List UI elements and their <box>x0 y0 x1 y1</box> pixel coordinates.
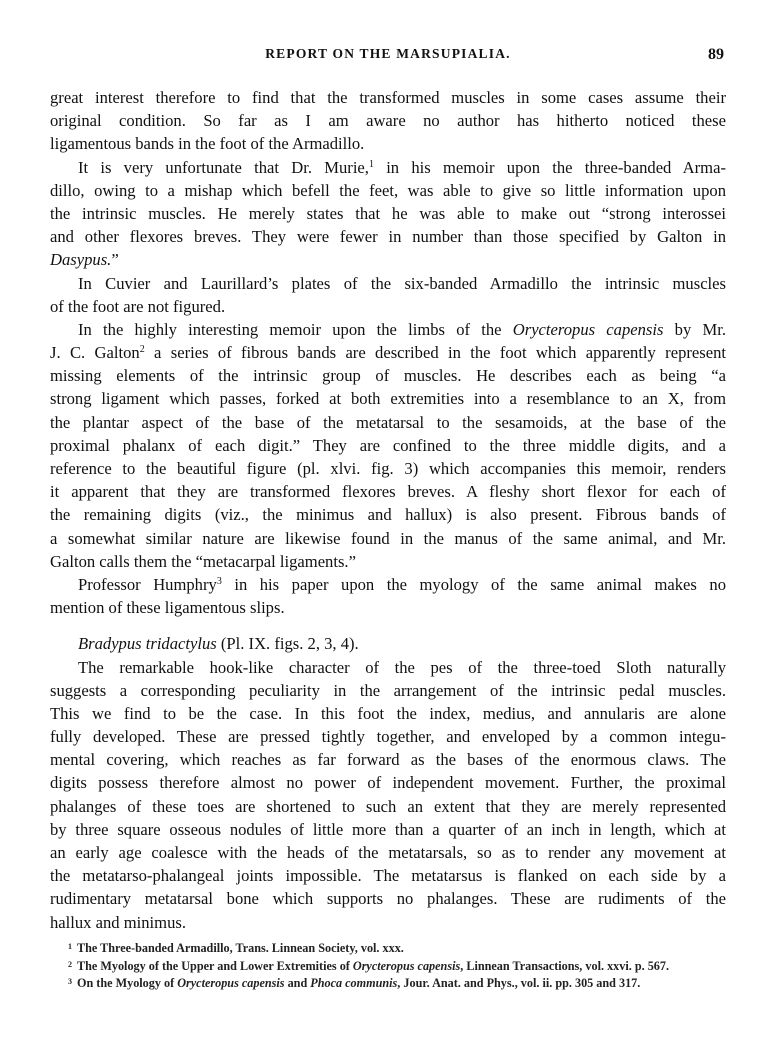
italic-text: Orycteropus capensis <box>512 319 664 339</box>
text-span: the intrinsic muscles. He merely states that he was able to make out “strong interossei <box>50 203 726 223</box>
footnote <box>68 940 728 958</box>
text-line <box>50 725 726 748</box>
footnote-marker: 1 <box>368 158 374 170</box>
footnote-marker: 3 <box>68 977 72 986</box>
text-line <box>50 295 726 318</box>
italic-text: Orycteropus capensis <box>177 976 285 990</box>
text-line <box>50 272 726 295</box>
text-span: the remaining digits (viz., the minimus and hallux) is also present. Fibrous bands of <box>50 505 726 525</box>
text-span: J. C. Galton <box>50 343 140 363</box>
text-span: Professor Humphry <box>78 574 217 594</box>
text-span: mention of these ligamentous slips. <box>50 598 285 618</box>
text-line <box>50 248 726 271</box>
text-line <box>50 818 726 841</box>
text-span: digits possess therefore almost no power of independent movement. Further, the proximal <box>50 773 726 793</box>
text-line <box>50 411 726 434</box>
text-line <box>50 795 726 818</box>
text-line <box>50 748 726 771</box>
text-span: by Mr. <box>663 319 726 339</box>
text-span: The Three-banded Armadillo, Trans. Linnean Society, vol. xxx. <box>77 941 404 955</box>
text-line <box>50 179 726 202</box>
text-line <box>50 341 726 364</box>
text-span: it apparent that they are transformed flexores breves. A fleshy short flexor for each of <box>50 482 726 502</box>
footnote-marker: 2 <box>68 959 72 969</box>
text-span: reference to the beautiful figure (pl. xlvi. fig. 3) which accompanies this memoir, renders <box>50 459 726 478</box>
text-line <box>50 702 726 725</box>
italic-text: Bradypus tridactylus <box>78 634 217 654</box>
text-span: of the foot are not figured. <box>50 296 226 316</box>
text-span: Galton calls them the “metacarpal ligaments.” <box>50 551 356 571</box>
text-span: a somewhat similar nature are likewise found in the manus of the same animal, and Mr. <box>50 528 726 548</box>
text-line <box>50 156 726 179</box>
text-span: In Cuvier and Laurillard’s plates of the six-banded Armadillo the intrinsic muscles <box>78 273 726 293</box>
footnote-marker: 1 <box>68 942 72 951</box>
page-number: 89 <box>708 46 724 63</box>
text-line <box>50 771 726 794</box>
text-span: and <box>284 976 311 990</box>
text-line <box>50 387 726 410</box>
text-span: phalanges of these toes are shortened to such an extent that they are merely represented <box>50 796 726 816</box>
text-line <box>50 86 726 109</box>
text-line <box>50 225 726 248</box>
text-span: the metatarso-phalangeal joints impossible. The metatarsus is flanked on each side by a <box>50 866 726 886</box>
text-span: great interest therefore to find that the transformed muscles in some cases assume their <box>50 88 726 107</box>
running-header <box>50 46 726 66</box>
text-span: in his paper upon the myology of the same animal makes no <box>221 574 726 594</box>
text-span: ” <box>111 250 119 270</box>
footnote <box>68 975 728 993</box>
text-line <box>50 596 726 619</box>
text-line <box>50 480 726 503</box>
text-span: an early age coalesce with the heads of the metatarsals, so as to render any movement at <box>50 843 726 862</box>
footnote-marker: 3 <box>216 575 222 587</box>
text-span: (Pl. IX. figs. 2, 3, 4). <box>216 634 359 654</box>
text-span: original condition. So far as I am aware no author has hitherto noticed these <box>50 111 726 131</box>
text-span: suggests a corresponding peculiarity in the arrangement of the intrinsic pedal muscles. <box>50 680 726 700</box>
text-line <box>50 887 726 910</box>
footnote-marker: 2 <box>139 344 145 356</box>
text-span: the plantar aspect of the base of the metatarsal to the sesamoids, at the base of the <box>50 412 726 432</box>
italic-text: Dasypus. <box>50 250 112 270</box>
text-span: fully developed. These are pressed tightly together, and enveloped by a common integu- <box>50 727 726 747</box>
text-span: On the Myology of <box>77 976 178 990</box>
text-line <box>50 573 726 596</box>
text-line <box>50 527 726 550</box>
text-span: proximal phalanx of each digit.” They are confined to the three middle digits, and a <box>50 435 726 455</box>
italic-text: Orycteropus capensis <box>352 958 461 973</box>
text-line <box>50 911 726 934</box>
text-line <box>50 656 726 679</box>
text-span: ligamentous bands in the foot of the Armadillo. <box>50 134 365 154</box>
text-span: It is very unfortunate that Dr. Murie, <box>78 157 369 177</box>
text-line <box>50 457 726 480</box>
text-span: , Linnean Transactions, vol. xxvi. p. 567. <box>460 958 670 973</box>
text-span: In the highly interesting memoir upon the limbs of the <box>78 319 513 339</box>
text-line <box>50 318 726 341</box>
text-span: This we find to be the case. In this foot the index, medius, and annularis are alone <box>50 703 726 723</box>
text-span: mental covering, which reaches as far forward as the bases of the enormous claws. The <box>50 750 726 770</box>
text-line <box>50 503 726 526</box>
text-line <box>50 202 726 225</box>
text-line <box>50 132 726 155</box>
text-span: hallux and minimus. <box>50 912 186 932</box>
text-span: rudimentary metatarsal bone which supports no phalanges. These are rudiments of the <box>50 889 726 909</box>
text-span: missing elements of the intrinsic group of muscles. He describes each as being “a <box>50 366 726 386</box>
text-span: , Jour. Anat. and Phys., vol. ii. pp. 305 and 317. <box>397 976 641 990</box>
footnotes <box>68 940 728 993</box>
text-line <box>50 841 726 864</box>
body-text <box>50 86 726 934</box>
text-line <box>50 632 726 655</box>
text-line <box>50 679 726 702</box>
running-title: REPORT ON THE MARSUPIALIA. <box>265 46 511 61</box>
text-line <box>50 364 726 387</box>
footnote <box>68 958 728 976</box>
text-line <box>50 864 726 887</box>
text-span: strong ligament which passes, forked at both extremities into a resemblance to an X, from <box>50 389 726 409</box>
text-span: dillo, owing to a mishap which befell the feet, was able to give so little information upon <box>50 180 726 200</box>
text-line <box>50 434 726 457</box>
text-span: in his memoir upon the three-banded Arma- <box>373 157 726 177</box>
text-line <box>50 550 726 573</box>
italic-text: Phoca communis <box>310 976 398 990</box>
text-span: The remarkable hook-like character of the pes of the three-toed Sloth naturally <box>78 657 726 677</box>
text-span: The Myology of the Upper and Lower Extremities of <box>77 958 353 973</box>
text-line <box>50 109 726 132</box>
text-span: by three square osseous nodules of little more than a quarter of an inch in length, which at <box>50 819 726 839</box>
text-span: and other flexores breves. They were fewer in number than those specified by Galton in <box>50 227 726 247</box>
text-span: a series of fibrous bands are described in the foot which apparently represent <box>144 343 726 363</box>
